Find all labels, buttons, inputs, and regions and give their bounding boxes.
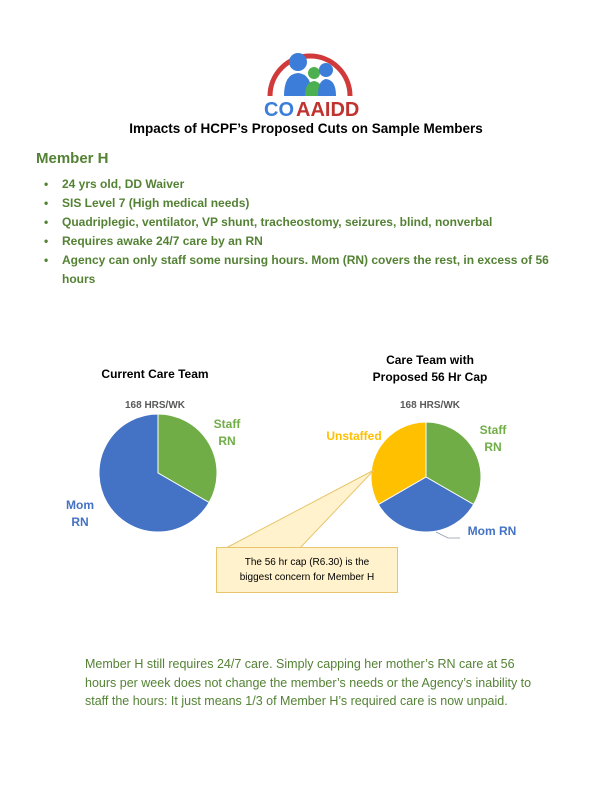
logo-text-aaidd: AAIDD [296,99,360,121]
right-label-staff-line1: Staff [479,423,507,437]
logo-text-co: CO [264,99,294,121]
fact-item: • Quadriplegic, ventilator, VP shunt, tracheostomy, seizures, blind, nonverbal [40,213,580,232]
right-chart-title-line1: Care Team with [386,353,474,367]
left-chart-title: Current Care Team [101,367,209,381]
callout-line1: The 56 hr cap (R6.30) is the [244,557,370,568]
callout-pointer [226,470,374,548]
left-label-staff-line2: RN [218,434,236,448]
left-label-mom-line2: RN [71,515,89,529]
fact-item: • Agency can only staff some nursing hours. Mom (RN) covers the rest, in excess of 56 hours [40,251,580,289]
right-chart-title-line2: Proposed 56 Hr Cap [372,370,488,384]
callout-line2: biggest concern for Member H [239,572,375,583]
fact-item: • SIS Level 7 (High medical needs) [40,194,580,213]
fact-item: • Requires awake 24/7 care by an RN [40,232,580,251]
left-label-mom-line1: Mom [66,498,94,512]
right-chart-subtitle: 168 HRS/WK [399,400,460,411]
right-label-mom-rn: Mom RN [467,524,517,538]
left-chart-subtitle: 168 HRS/WK [124,400,185,411]
fact-item: • 24 yrs old, DD Waiver [40,175,580,194]
right-label-staff-line2: RN [484,440,502,454]
left-label-staff-line1: Staff [213,417,241,431]
document-title: Impacts of HCPF’s Proposed Cuts on Sample Members [129,121,483,136]
right-label-unstaffed: Unstaffed [326,429,382,443]
summary-paragraph: Member H still requires 24/7 care. Simply capping her mother’s RN care at 56 hours per week does not change the member’s needs or the Agency’s inability to staff the hours: It just means 1/3 of Member H’s required care is now unpaid. [85,657,532,708]
member-heading: Member H [36,150,109,167]
callout-box [216,547,398,593]
